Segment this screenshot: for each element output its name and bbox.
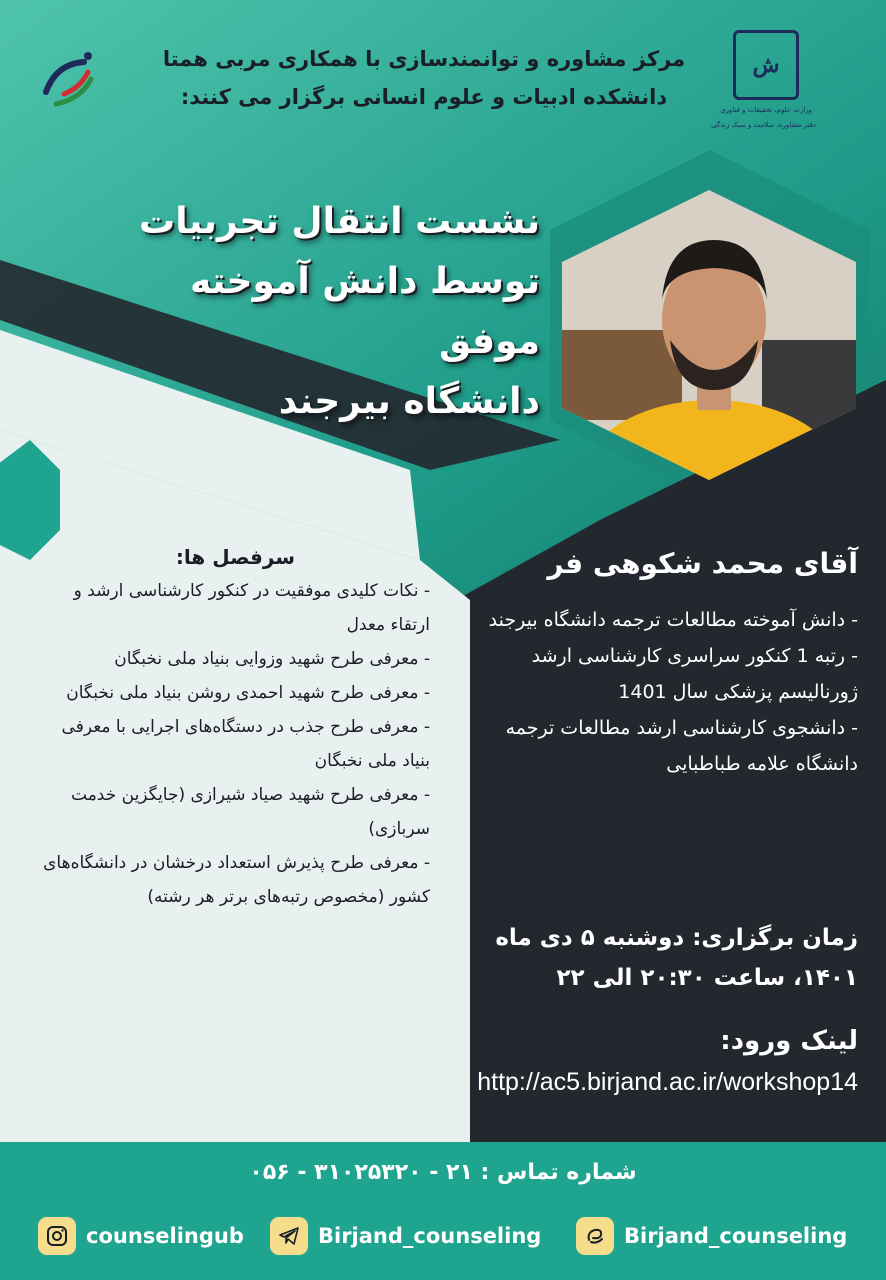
social-instagram[interactable] [38,1214,244,1258]
title-line-3: دانشگاه بیرجند [278,381,540,422]
topic-item: - معرفی طرح جذب در دستگاه‌های اجرایی با معرفی بنیاد ملی نخبگان [61,717,430,771]
organizer-line-2: دانشکده ادبیات و علوم انسانی برگزار می کنند: [180,85,668,109]
contact-phone: شماره تماس : ۲۱ - ۳۱۰۲۵۳۲۰ - ۰۵۶ [249,1160,637,1185]
topic-item: - معرفی طرح شهید احمدی روشن بنیاد ملی نخبگان [66,683,430,703]
eitaa-handle: Birjand_counseling [624,1224,848,1248]
topics-list [30,540,430,914]
event-time [428,918,858,998]
ministry-logo [711,30,816,130]
topic-item: - معرفی طرح پذیرش استعداد درخشان در دانشگاه‌های کشور (مخصوص رتبه‌های برتر هر رشته) [43,853,430,907]
organizer-line-1: مرکز مشاوره و توانمندسازی با همکاری مربی همتا [162,47,686,71]
topic-item: - معرفی طرح شهید وزوایی بنیاد ملی نخبگان [114,649,430,669]
title-line-1: نشست انتقال تجربیات [139,201,540,242]
eitaa-icon [576,1217,614,1255]
social-telegram[interactable] [270,1214,541,1258]
ministry-seal-icon: ش [733,30,799,100]
social-eitaa[interactable] [576,1214,847,1258]
speaker-info [466,540,858,782]
ministry-caption-2: دفتر مشاوره، سلامت و سبک زندگی [711,121,816,129]
peer-mentor-logo-icon [36,44,106,114]
telegram-icon [270,1217,308,1255]
event-time-line-2: ۱۴۰۱، ساعت ۲۰:۳۰ الی ۲۲ [556,965,858,991]
instagram-handle: counselingub [86,1224,244,1248]
speaker-name: آقای محمد شکوهی فر [547,547,858,580]
topic-item: - معرفی طرح شهید صیاد شیرازی (جایگزین خدمت سربازی) [71,785,430,839]
event-title [80,192,540,432]
title-line-2: توسط دانش آموخته موفق [190,261,540,362]
organizer-text [144,40,704,116]
topics-heading: سرفصل ها: [175,545,295,569]
ministry-caption-1: وزارت علوم، تحقیقات و فناوری [720,106,812,114]
event-time-line-1: زمان برگزاری: دوشنبه ۵ دی ماه [495,925,858,951]
speaker-bio-2: - رتبه 1 کنکور سراسری کارشناسی ارشد ژورنالیسم پزشکی سال 1401 [531,645,858,703]
speaker-bio-3: - دانشجوی کارشناسی ارشد مطالعات ترجمه دانشگاه علامه طباطبایی [505,717,858,775]
telegram-handle: Birjand_counseling [318,1224,542,1248]
speaker-bio-1: - دانش آموخته مطالعات ترجمه دانشگاه بیرجند [488,609,858,631]
instagram-icon [38,1217,76,1255]
speaker-photo [562,190,856,480]
workshop-link[interactable]: http://ac5.birjand.ac.ir/workshop14 [477,1068,858,1096]
link-label: لینک ورود: [720,1026,858,1056]
topic-item: - نکات کلیدی موفقیت در کنکور کارشناسی ارشد و ارتقاء معدل [73,581,430,635]
